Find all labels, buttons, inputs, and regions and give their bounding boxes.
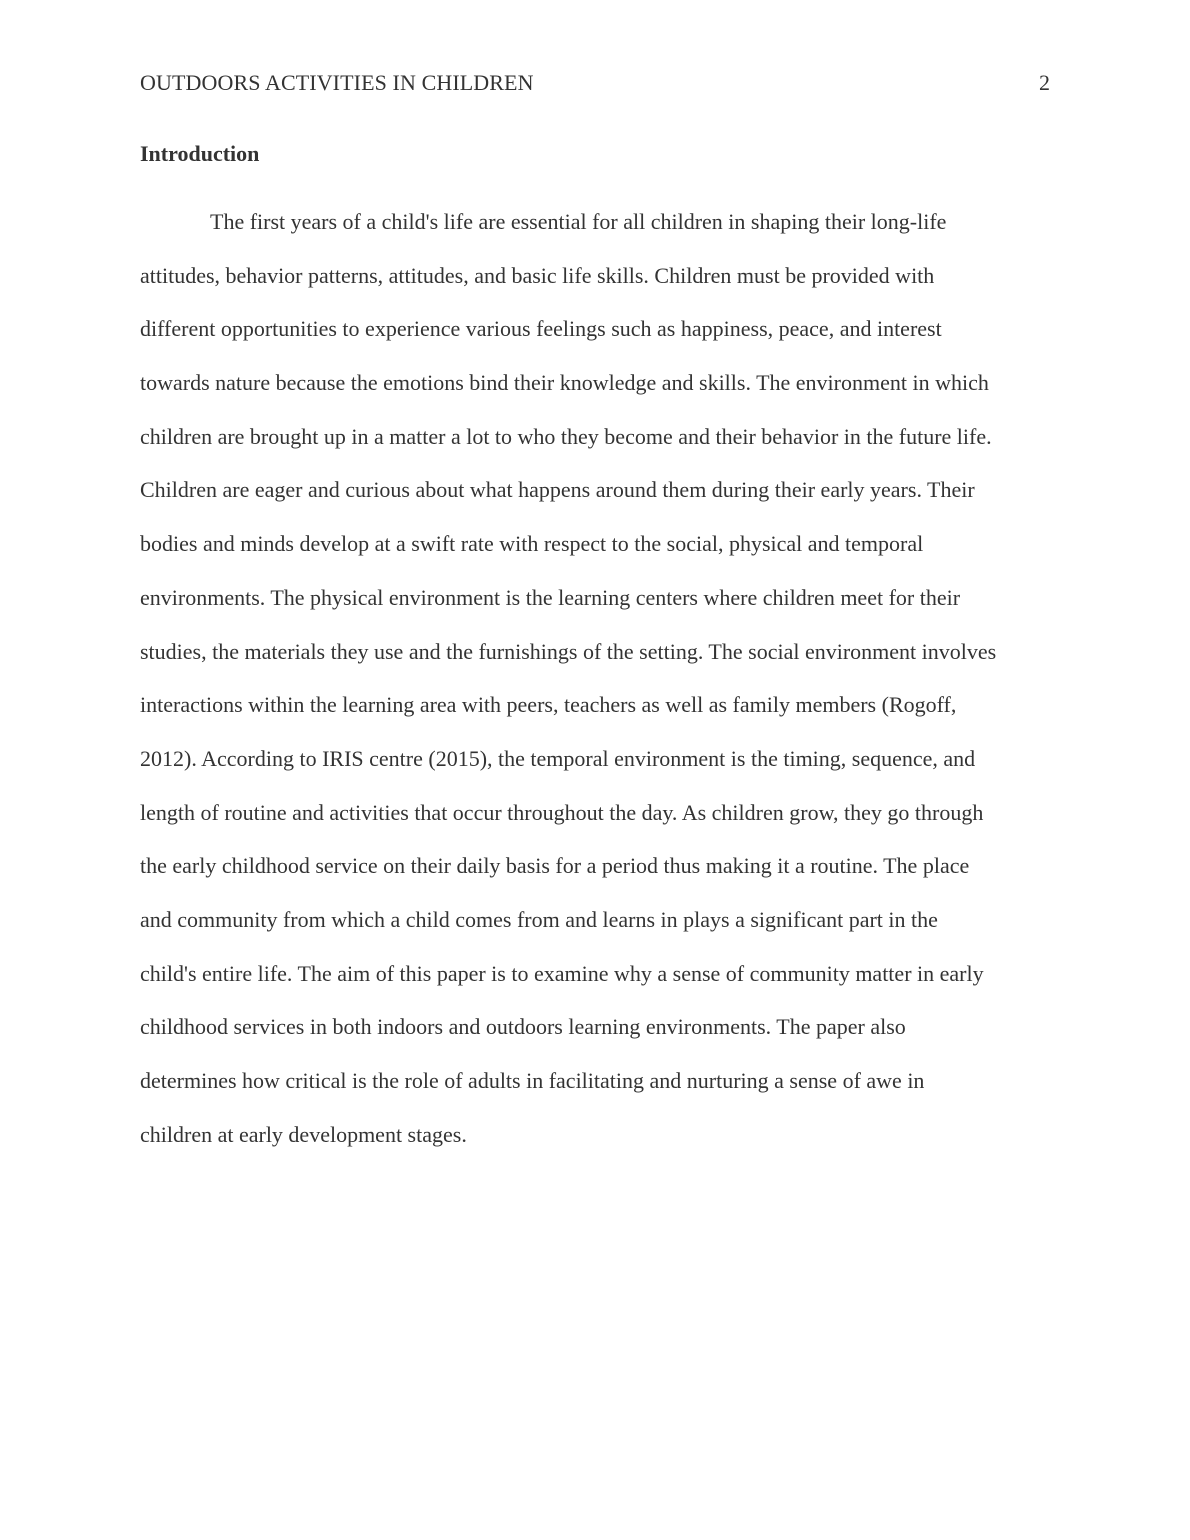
introduction-paragraph xyxy=(140,195,1060,1161)
paragraph-line: children are brought up in a matter a lot to who they become and their behavior in the future life. xyxy=(140,423,992,449)
section-heading: Introduction xyxy=(140,141,260,166)
paragraph-line: and community from which a child comes from and learns in plays a significant part in the xyxy=(140,906,938,932)
paragraph-line: different opportunities to experience various feelings such as happiness, peace, and interest xyxy=(140,316,942,342)
paragraph-line: determines how critical is the role of adults in facilitating and nurturing a sense of awe in xyxy=(140,1068,925,1093)
paragraph-line: towards nature because the emotions bind their knowledge and skills. The environment in which xyxy=(140,370,989,396)
page-number: 2 xyxy=(1039,70,1050,95)
paragraph-line: childhood services in both indoors and outdoors learning environments. The paper also xyxy=(140,1014,906,1040)
paragraph-line: length of routine and activities that occur throughout the day. As children grow, they go through xyxy=(140,799,984,825)
paragraph-line: studies, the materials they use and the furnishings of the setting. The social environment involves xyxy=(140,638,997,664)
paragraph-line: environments. The physical environment is the learning centers where children meet for their xyxy=(140,584,961,610)
running-head: OUTDOORS ACTIVITIES IN CHILDREN xyxy=(140,70,534,95)
paragraph-line: children at early development stages. xyxy=(140,1121,467,1147)
paragraph-line: child's entire life. The aim of this paper is to examine why a sense of community matter in early xyxy=(140,960,984,986)
paragraph-line: the early childhood service on their daily basis for a period thus making it a routine. The place xyxy=(140,853,970,879)
paragraph-line: 2012). According to IRIS centre (2015), the temporal environment is the timing, sequence, and xyxy=(140,745,976,771)
paragraph-line: The first years of a child's life are essential for all children in shaping their long-life xyxy=(210,209,947,234)
paragraph-line: attitudes, behavior patterns, attitudes, and basic life skills. Children must be provided with xyxy=(140,262,935,288)
paragraph-line: bodies and minds develop at a swift rate with respect to the social, physical and temporal xyxy=(140,531,924,557)
paragraph-line: interactions within the learning area with peers, teachers as well as family members (Rogoff, xyxy=(140,692,957,718)
paragraph-line: Children are eager and curious about what happens around them during their early years. Their xyxy=(140,477,975,503)
